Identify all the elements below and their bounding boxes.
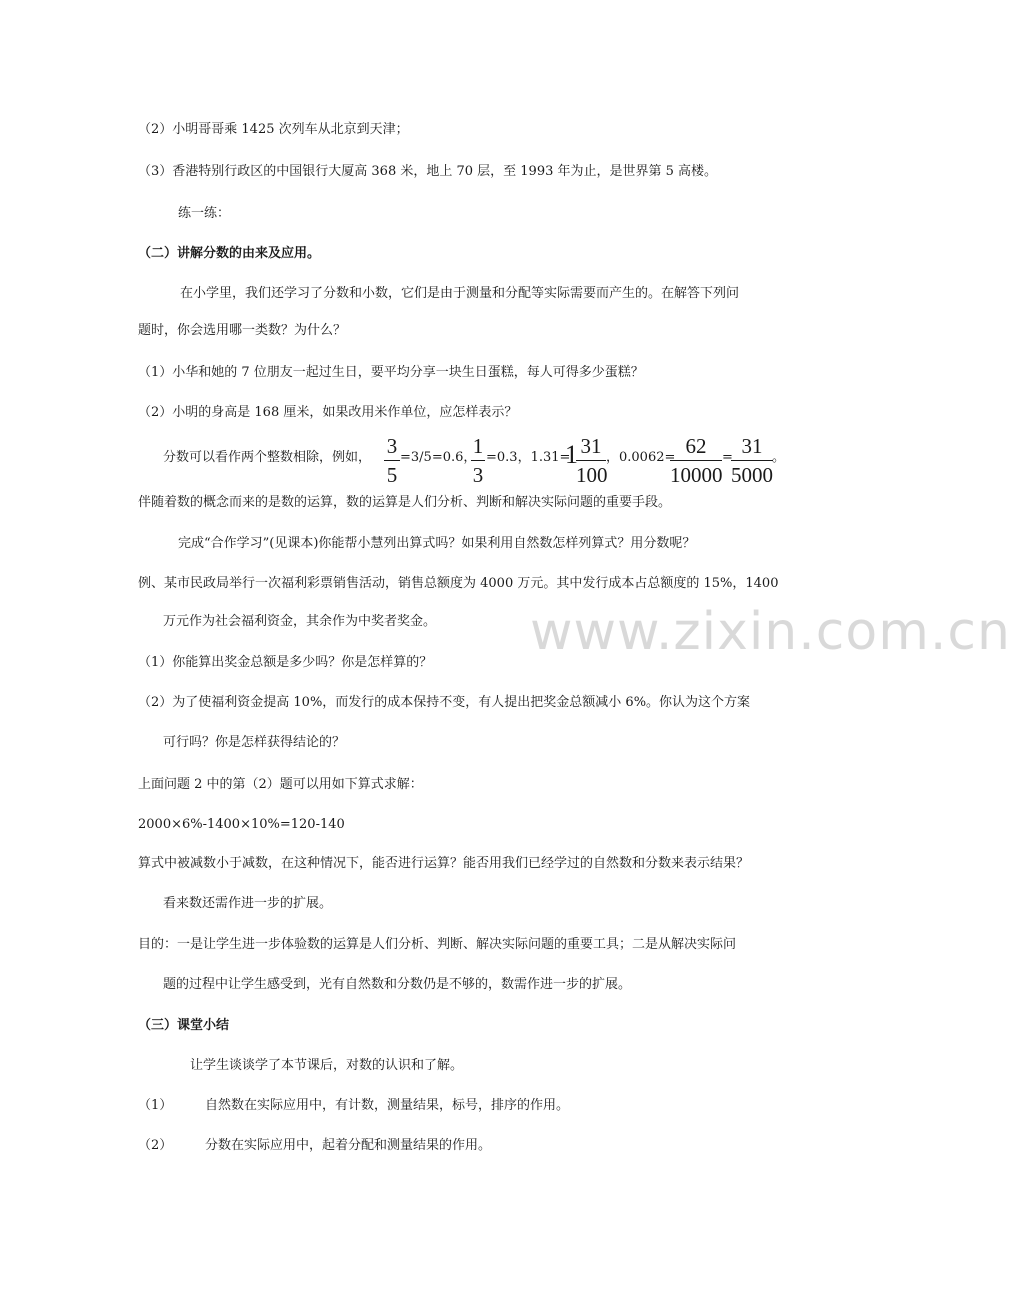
paragraph-cooperative: 完成“合作学习”(见课本)你能帮小慧列出算式吗？如果利用自然数怎样列算式？用分数呢？ — [178, 536, 696, 551]
fraction-denominator: 5 — [386, 463, 398, 487]
equation-equals: = — [722, 450, 733, 465]
fraction-3-5 — [384, 435, 400, 486]
calculation: 2000×6%-1400×10%=120-140 — [138, 817, 345, 832]
fraction-bar — [471, 460, 485, 461]
paragraph-extension: 看来数还需作进一步的扩展。 — [163, 896, 333, 911]
equation-end: 。 — [772, 450, 786, 465]
fraction-31-100 — [576, 435, 606, 486]
paragraph-fractions-intro-1: 在小学里，我们还学习了分数和小数，它们是由于测量和分配等实际需要而产生的。在解答下列问 — [180, 286, 740, 301]
fraction-denominator: 10000 — [670, 463, 723, 487]
fraction-1-3 — [471, 435, 485, 486]
mixed-number-whole: 1 — [565, 440, 578, 469]
fraction-denominator: 3 — [472, 463, 484, 487]
paragraph-operations: 伴随着数的概念而来的是数的运算，数的运算是人们分析、判断和解决实际问题的重要手段。 — [138, 495, 672, 510]
fraction-numerator: 3 — [386, 434, 398, 458]
fraction-numerator: 31 — [741, 434, 763, 458]
fraction-denominator: 5000 — [731, 463, 773, 487]
paragraph-solution-intro: 上面问题 2 中的第（2）题可以用如下算式求解： — [138, 777, 423, 792]
example-question-2-line-1: （2）为了使福利资金提高 10%，而发行的成本保持不变，有人提出把奖金总额减小 6%。你认为这个方案 — [138, 695, 751, 710]
example-line-2: 万元作为社会福利资金，其余作为中奖者奖金。 — [163, 614, 437, 629]
fraction-bar — [384, 460, 400, 461]
example-question-2-line-2: 可行吗？你是怎样获得结论的？ — [163, 735, 346, 750]
line-q2-train: （2）小明哥哥乘 1425 次列车从北京到天津； — [138, 122, 409, 137]
fraction-bar — [576, 460, 606, 461]
paragraph-fractions-intro-2: 题时，你会选用哪一类数？为什么？ — [138, 323, 347, 338]
section-heading-2: （二）讲解分数的由来及应用。 — [138, 246, 321, 261]
section-heading-3: （三）课堂小结 — [138, 1018, 230, 1033]
fraction-numerator: 62 — [685, 434, 707, 458]
equation-text-3: ，0.0062= — [606, 450, 676, 465]
fraction-62-10000 — [670, 435, 722, 486]
fraction-numerator: 1 — [472, 434, 484, 458]
goal-line-1: 目的：一是让学生进一步体验数的运算是人们分析、判断、解决实际问题的重要工具；二是从解决实际问 — [138, 937, 737, 952]
line-q3-building: （3）香港特别行政区的中国银行大厦高 368 米，地上 70 层，至 1993 年为止，是世界第 5 高楼。 — [138, 164, 718, 179]
goal-line-2: 题的过程中让学生感受到，光有自然数和分数仍是不够的，数需作进一步的扩展。 — [163, 977, 632, 992]
summary-item-2-text: 分数在实际应用中，起着分配和测量结果的作用。 — [205, 1138, 492, 1153]
watermark: www.zixin.com.cn — [530, 602, 1011, 662]
example-line-1: 例、某市民政局举行一次福利彩票销售活动，销售总额度为 4000 万元。其中发行成本占总额度的 15%，1400 — [138, 576, 779, 591]
paragraph-question: 算式中被减数小于减数，在这种情况下，能否进行运算？能否用我们已经学过的自然数和分数来表示结果？ — [138, 856, 750, 871]
fraction-bar — [670, 460, 722, 461]
summary-item-2-number: （2） — [138, 1138, 173, 1153]
fraction-numerator: 31 — [580, 434, 602, 458]
fraction-bar — [731, 460, 773, 461]
question-cake: （1）小华和她的 7 位朋友一起过生日，要平均分享一块生日蛋糕，每人可得多少蛋糕？ — [138, 365, 644, 380]
fraction-denominator: 100 — [576, 463, 608, 487]
question-height: （2）小明的身高是 168 厘米，如果改用米作单位，应怎样表示？ — [138, 405, 518, 420]
equation-text-1: =3/5=0.6， — [400, 450, 477, 465]
example-question-1: （1）你能算出奖金总额是多少吗？你是怎样算的？ — [138, 655, 433, 670]
equation-text-2: =0.3，1.31= — [486, 450, 571, 465]
practice-label: 练一练： — [178, 206, 231, 221]
paragraph-summary-intro: 让学生谈谈学了本节课后，对数的认识和了解。 — [190, 1058, 464, 1073]
summary-item-1-number: （1） — [138, 1098, 173, 1113]
equation-lead: 分数可以看作两个整数相除，例如， — [163, 450, 372, 465]
summary-item-1-text: 自然数在实际应用中，有计数，测量结果，标号，排序的作用。 — [205, 1098, 570, 1113]
fraction-31-5000 — [731, 435, 773, 486]
